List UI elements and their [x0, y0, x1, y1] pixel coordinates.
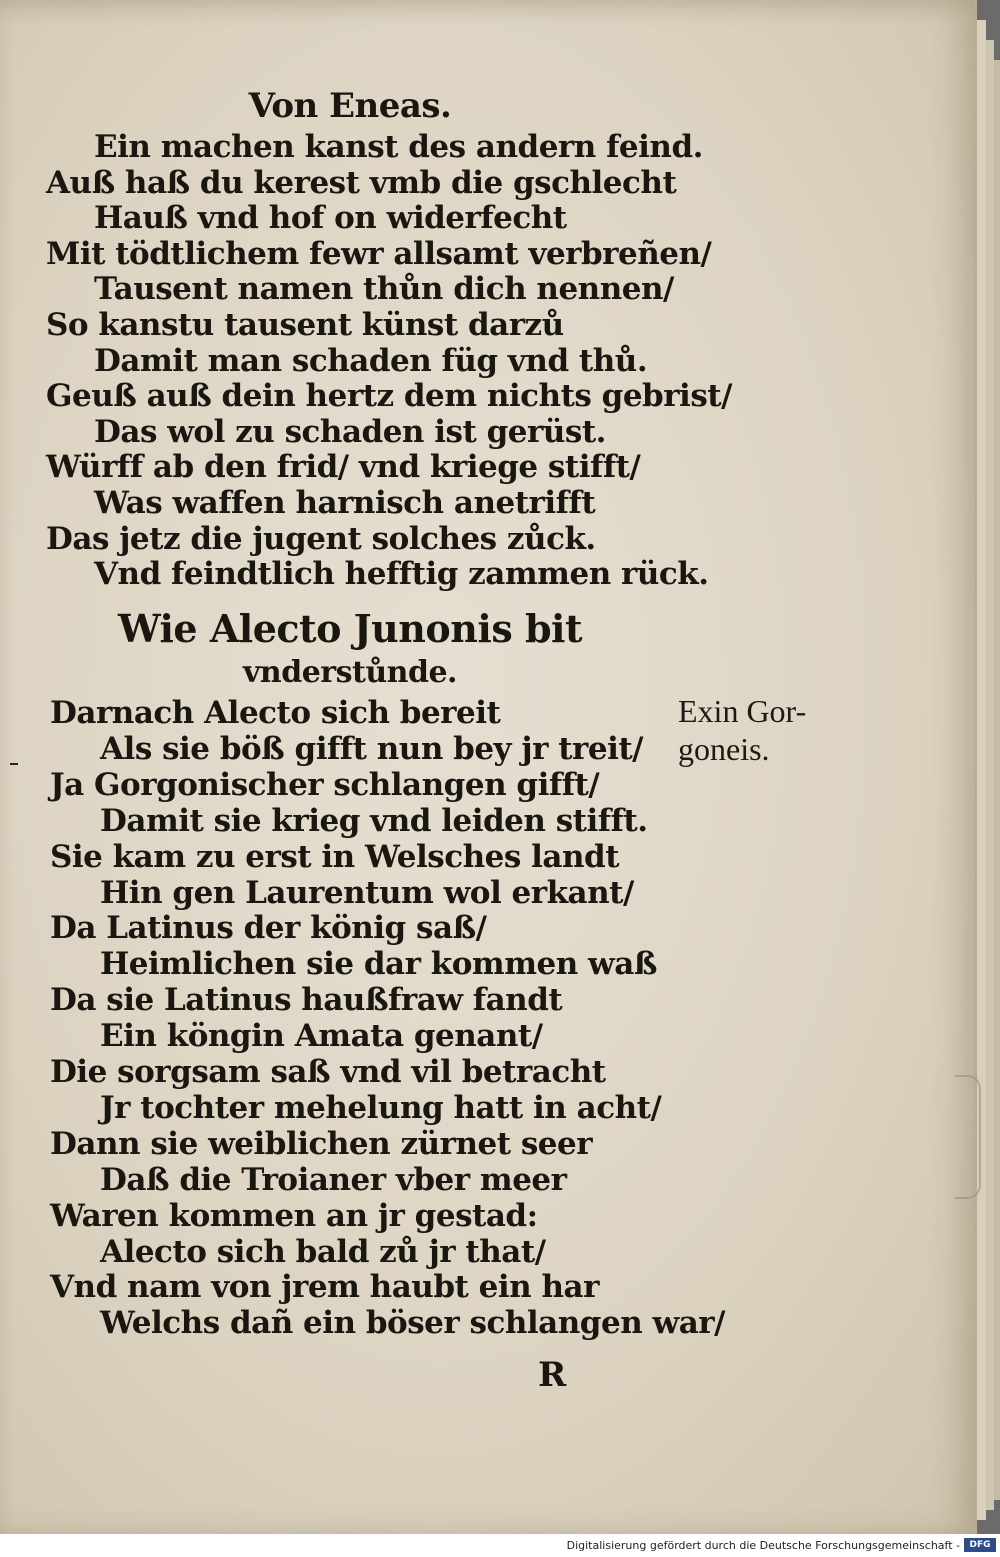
verse-line: Jr tochter mehelung hatt in acht/ — [100, 1089, 662, 1126]
margin-mark — [10, 763, 18, 765]
verse-line: Alecto sich bald zů jr that/ — [100, 1233, 546, 1270]
verse-line: Da Latinus der könig saß/ — [50, 910, 487, 947]
footer-credit: Digitalisierung gefördert durch die Deutsche Forschungsgemeinschaft - — [566, 1539, 960, 1552]
page-edge — [985, 40, 994, 1510]
verse-line: Daß die Troianer vber meer — [100, 1161, 567, 1198]
verse-line: Die sorgsam saß vnd vil betracht — [50, 1054, 606, 1090]
verse-line: Waren kommen an jr gestad: — [50, 1197, 538, 1234]
verse-line: Vnd feindtlich hefftig zammen rück. — [94, 556, 709, 593]
verse-line: Da sie Latinus haußfraw fandt — [50, 982, 563, 1019]
verse-line: Damit sie krieg vnd leiden stifft. — [100, 802, 648, 839]
verse-line: Sie kam zu erst in Welsches landt — [50, 838, 620, 875]
section-heading-continued: vnderstůnde. — [243, 655, 457, 690]
marginal-note-line: Exin Gor- — [678, 693, 807, 729]
footer-bar — [0, 1534, 1000, 1557]
verse-line: Ja Gorgonischer schlangen gifft/ — [50, 766, 600, 803]
verse-line: Das wol zu schaden ist gerüst. — [94, 413, 606, 450]
page-edge — [993, 60, 1000, 1500]
verse-line: Dann sie weiblichen zürnet seer — [50, 1125, 593, 1162]
verse-line: So kanstu tausent künst darzů — [46, 307, 564, 343]
dfg-logo: DFG — [964, 1538, 996, 1552]
verse-line: Ein köngin Amata genant/ — [100, 1018, 543, 1055]
section-heading: Wie Alecto Junonis bit — [117, 606, 583, 651]
running-head: Von Eneas. — [248, 86, 452, 126]
verse-line: Würff ab den frid/ vnd kriege stifft/ — [46, 449, 641, 486]
verse-line: Ein machen kanst des andern feind. — [94, 129, 703, 165]
catchword: R — [538, 1355, 566, 1395]
marginal-note-line: goneis. — [678, 731, 770, 767]
verse-line: Welchs dañ ein böser schlangen war/ — [100, 1305, 725, 1342]
verse-line: Was waffen harnisch anetrifft — [94, 485, 596, 521]
verse-line: Darnach Alecto sich bereit — [50, 695, 501, 731]
verse-line: Vnd nam von jrem haubt ein har — [50, 1269, 599, 1306]
verse-line: Tausent namen thůn dich nennen/ — [94, 271, 674, 308]
verse-line: Auß haß du kerest vmb die gschlecht — [46, 164, 677, 201]
verse-line: Mit tödtlichem fewr allsamt verbreñen/ — [46, 235, 712, 272]
verse-line: Damit man schaden füg vnd thů. — [94, 342, 648, 379]
verse-line: Als sie böß gifft nun bey jr treit/ — [100, 730, 643, 767]
verse-line: Hin gen Laurentum wol erkant/ — [100, 874, 634, 911]
verse-line: Das jetz die jugent solches zůck. — [46, 520, 596, 557]
page-clip — [955, 1075, 981, 1199]
verse-line: Geuß auß dein hertz dem nichts gebrist/ — [46, 378, 732, 415]
verse-line: Hauß vnd hof on widerfecht — [94, 200, 567, 237]
verse-line: Heimlichen sie dar kommen waß — [100, 946, 657, 983]
marginal-note — [678, 692, 848, 768]
